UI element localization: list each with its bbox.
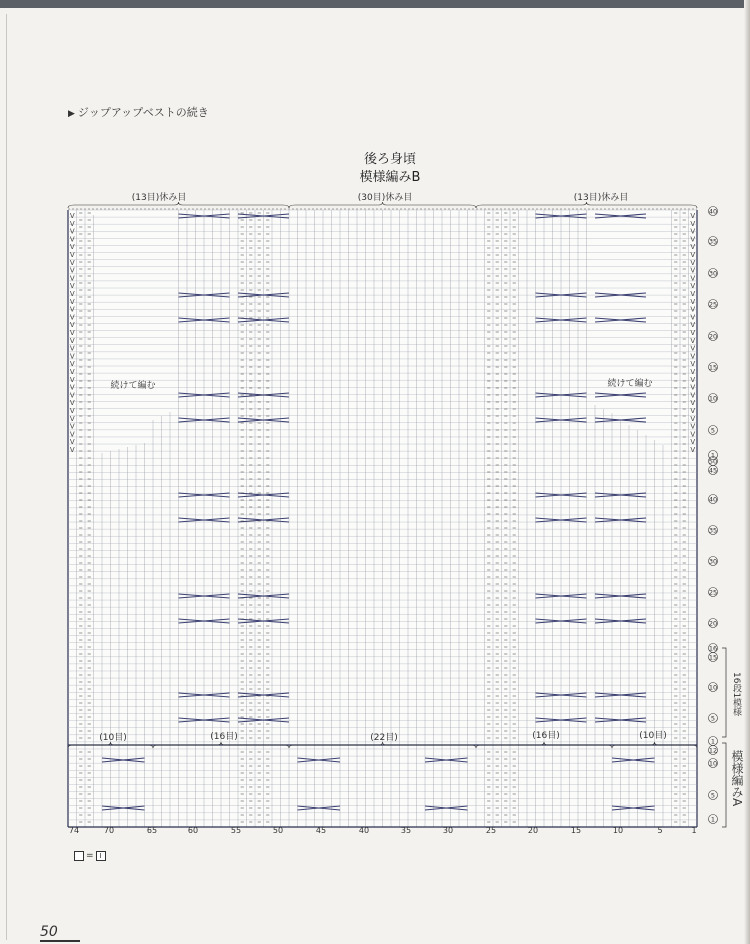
slip-stitch-mark: V	[690, 407, 696, 415]
stitch-number: 60	[187, 826, 199, 835]
slip-stitch-mark: V	[69, 391, 75, 400]
slip-stitch-mark: V	[690, 274, 696, 283]
row-number: 10	[708, 759, 718, 768]
repeat-label: 16段1模様	[731, 672, 741, 717]
slip-stitch-mark: V	[690, 391, 696, 400]
slip-stitch-mark: V	[690, 251, 696, 259]
slip-stitch-mark: V	[690, 399, 696, 408]
repeat-bracket	[722, 648, 726, 737]
row-number: 40	[708, 495, 718, 504]
slip-stitch-mark: V	[69, 297, 75, 306]
row-number: 10	[708, 394, 718, 403]
slip-stitch-mark: V	[690, 227, 696, 236]
top-label-left: (13目)休み目	[131, 193, 187, 203]
slip-stitch-mark: V	[690, 212, 696, 220]
slip-stitch-mark: V	[690, 446, 696, 454]
slip-stitch-mark: V	[69, 219, 75, 228]
group-label-a3: (22目)	[370, 733, 398, 743]
stitch-number: 30	[442, 826, 454, 835]
row-number: 25	[708, 300, 718, 309]
top-label-center: (30目)休み目	[357, 193, 413, 203]
slip-stitch-mark: V	[690, 243, 696, 252]
slip-stitch-mark: V	[690, 368, 696, 376]
row-number: 5	[710, 426, 716, 435]
slip-stitch-mark: V	[690, 305, 696, 314]
stitch-number: 10	[612, 826, 624, 835]
group-label-a4: (16目)	[532, 731, 560, 741]
row-number: 45	[708, 466, 718, 475]
stitch-number: 65	[146, 826, 158, 835]
row-number: 12	[708, 746, 718, 755]
slip-stitch-mark: V	[690, 329, 696, 337]
group-label-a1: (10目)	[99, 733, 127, 743]
legend-symbol: I	[99, 851, 102, 860]
slip-stitch-mark: V	[69, 243, 75, 252]
slip-stitch-mark: V	[69, 399, 75, 408]
row-number: 10	[708, 683, 718, 692]
breadcrumb-text: ジップアップベストの続き	[77, 106, 209, 119]
stitch-number: 1	[691, 826, 697, 835]
slip-stitch-mark: V	[690, 430, 696, 439]
slip-stitch-mark: V	[69, 336, 75, 345]
row-number: 1	[710, 451, 716, 460]
slip-stitch-mark: V	[690, 422, 696, 431]
slip-stitch-mark: V	[690, 344, 696, 353]
legend	[74, 851, 106, 861]
slip-stitch-mark: V	[690, 352, 696, 361]
continue-label-left: 続けて編む	[110, 381, 156, 391]
row-number: 50	[708, 457, 718, 466]
slip-stitch-mark: V	[69, 368, 75, 376]
stitch-number: 74	[68, 826, 80, 835]
slip-stitch-mark: V	[69, 407, 75, 415]
group-label-a5: (10目)	[639, 731, 667, 741]
page-number: 50	[40, 924, 58, 940]
top-label-right: (13目)休み目	[573, 193, 629, 203]
slip-stitch-mark: V	[690, 438, 696, 447]
slip-stitch-mark: V	[69, 274, 75, 283]
row-numbers-lower	[709, 457, 718, 746]
row-number: 15	[708, 363, 718, 372]
empty-square-icon	[74, 851, 84, 861]
row-numbers-upper	[709, 207, 718, 460]
stitch-number: 25	[485, 826, 497, 835]
stitch-number: 45	[315, 826, 327, 835]
legend-equals: =	[86, 851, 94, 861]
slip-stitch-mark: V	[69, 383, 75, 392]
slip-stitch-mark: V	[69, 227, 75, 236]
slip-stitch-mark: V	[690, 414, 696, 423]
slip-stitch-mark: V	[69, 305, 75, 314]
slip-stitch-mark: V	[690, 383, 696, 392]
row-number: 5	[710, 714, 716, 723]
slip-stitch-mark: V	[69, 212, 75, 220]
slip-stitch-mark: V	[69, 282, 75, 291]
slip-stitch-mark: V	[690, 219, 696, 228]
chart-subtitle: 模様編みB	[359, 170, 421, 185]
slip-stitch-mark: V	[69, 290, 75, 298]
slip-stitch-mark: V	[690, 336, 696, 345]
row-number: 35	[708, 237, 718, 246]
chart-title: 後ろ身頃	[363, 152, 416, 167]
group-label-a2: (16目)	[210, 732, 238, 742]
row-number: 1	[710, 737, 716, 746]
row-number: 30	[708, 557, 718, 566]
slip-stitch-mark: V	[690, 258, 696, 267]
row-number: 15	[708, 653, 718, 662]
slip-stitch-mark: V	[69, 422, 75, 431]
slip-stitch-mark: V	[690, 266, 696, 275]
slip-stitch-mark: V	[69, 321, 75, 330]
slip-stitch-mark: V	[69, 446, 75, 454]
triangle-marker-icon: ▶	[68, 109, 75, 119]
slip-stitch-mark: V	[690, 313, 696, 322]
stitch-number: 35	[400, 826, 412, 835]
slip-stitch-mark: V	[690, 375, 696, 384]
row-number: 25	[708, 588, 718, 597]
slip-stitch-mark: V	[69, 352, 75, 361]
slip-stitch-mark: V	[69, 344, 75, 353]
stitch-number: 20	[527, 826, 539, 835]
row-number: 5	[710, 791, 716, 800]
page-number-underline	[40, 940, 80, 942]
slip-stitch-mark: V	[690, 290, 696, 298]
slip-stitch-mark: V	[69, 251, 75, 259]
slip-stitch-mark: V	[690, 321, 696, 330]
slip-stitch-mark: V	[69, 414, 75, 423]
slip-stitch-mark: V	[69, 430, 75, 439]
slip-stitch-mark: V	[69, 313, 75, 322]
pattern-a-bracket	[722, 743, 726, 827]
knit-stitch-icon	[96, 851, 106, 861]
row-number: 20	[708, 332, 718, 341]
stitch-number: 5	[657, 826, 663, 835]
slip-stitch-mark: V	[690, 235, 696, 244]
row-number: 40	[708, 207, 718, 216]
pattern-a-label: 模様編みA	[730, 750, 744, 807]
stitch-number: 15	[570, 826, 582, 835]
slip-stitch-mark: V	[69, 258, 75, 267]
row-number: 16	[708, 644, 718, 653]
slip-stitch-mark: V	[69, 329, 75, 337]
row-numbers-a	[709, 746, 718, 824]
stitch-number: 50	[272, 826, 284, 835]
stitch-number: 70	[103, 826, 115, 835]
slip-stitch-mark: V	[69, 360, 75, 369]
row-number: 35	[708, 526, 718, 535]
row-number: 1	[710, 815, 716, 824]
slip-stitch-mark: V	[69, 375, 75, 384]
slip-stitch-mark: V	[690, 282, 696, 291]
slip-stitch-mark: V	[69, 235, 75, 244]
continue-label-right: 続けて編む	[607, 379, 653, 389]
stitch-number: 40	[358, 826, 370, 835]
slip-stitch-mark: V	[690, 360, 696, 369]
slip-stitch-mark: V	[69, 438, 75, 447]
row-number: 20	[708, 619, 718, 628]
stitch-number: 55	[230, 826, 242, 835]
slip-stitch-mark: V	[690, 297, 696, 306]
slip-stitch-mark: V	[69, 266, 75, 275]
row-number: 30	[708, 269, 718, 278]
